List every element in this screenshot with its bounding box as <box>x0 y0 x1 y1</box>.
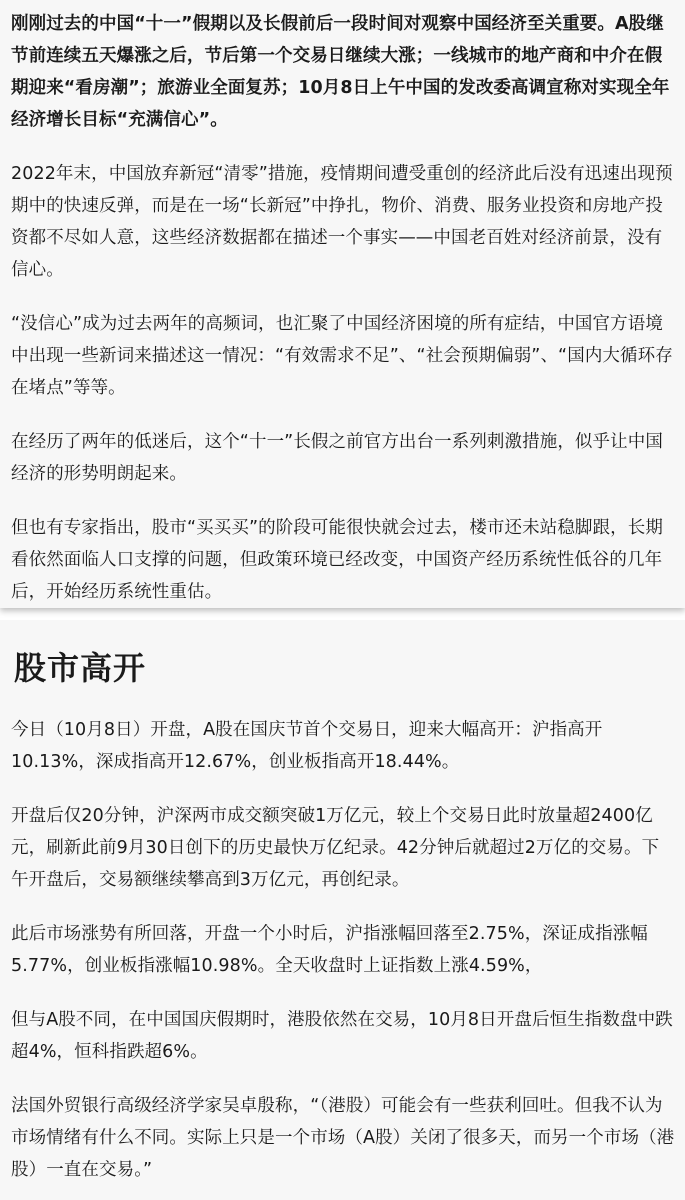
intro-paragraph: 在经历了两年的低迷后，这个“十一”长假之前官方出台一系列刺激措施，似乎让中国经济的形势明朗起来。 <box>11 432 663 484</box>
body-paragraph: 开盘后仅20分钟，沪深两市成交额突破1万亿元，较上个交易日此时放量超2400亿元，刷新此前9月30日创下的历史最快万亿纪录。42分钟后就超过2万亿的交易。下午开盘后，交易额继续攀高到3万亿元，再创纪录。 <box>11 806 660 890</box>
intro-paragraph: “没信心”成为过去两年的高频词，也汇聚了中国经济困境的所有症结，中国官方语境中出现一些新词来描述这一情况：“有效需求不足”、“社会预期偏弱”、“国内大循环存在堵点”等等。 <box>11 314 673 398</box>
body-paragraph: 法国外贸银行高级经济学家吴卓殷称，“（港股）可能会有一些获利回吐。但我不认为市场情绪有什么不同。实际上只是一个市场（A股）关闭了很多天，而另一个市场（港股）一直在交易。” <box>11 1096 675 1180</box>
body-paragraph: 但与A股不同，在中国国庆假期时，港股依然在交易，10月8日开盘后恒生指数盘中跌超4%，恒科指跌超6%。 <box>11 1010 673 1062</box>
intro-paragraph: 2022年末，中国放弃新冠“清零”措施，疫情期间遭受重创的经济此后没有迅速出现预期中的快速反弹，而是在一场“长新冠”中挣扎，物价、消费、服务业投资和房地产投资都不尽如人意，这些经济数据都在描述一个事实——中国老百姓对经济前景，没有信心。 <box>11 164 673 280</box>
stock-market-section <box>0 620 685 1200</box>
lead-paragraph: 刚刚过去的中国“十一”假期以及长假前后一段时间对观察中国经济至关重要。A股继节前连续五天爆涨之后，节后第一个交易日继续大涨；一线城市的地产商和中介在假期迎来“看房潮”；旅游业全面复苏；10月8日上午中国的发改委高调宣称对实现全年经济增长目标“充满信心”。 <box>11 14 670 130</box>
intro-paragraph: 但也有专家指出，股市“买买买”的阶段可能很快就会过去，楼市还未站稳脚跟，长期看依然面临人口支撑的问题，但政策环境已经改变，中国资产经历系统性低谷的几年后，开始经历系统性重估。 <box>11 518 663 602</box>
body-paragraph: 今日（10月8日）开盘，A股在国庆节首个交易日，迎来大幅高开：沪指高开10.13%，深成指高开12.67%，创业板指高开18.44%。 <box>11 720 603 772</box>
body-paragraph: 此后市场涨势有所回落，开盘一个小时后，沪指涨幅回落至2.75%，深证成指涨幅5.77%，创业板指涨幅10.98%。全天收盘时上证指数上涨4.59%， <box>11 924 648 976</box>
section-heading: 股市高开 <box>14 649 147 687</box>
